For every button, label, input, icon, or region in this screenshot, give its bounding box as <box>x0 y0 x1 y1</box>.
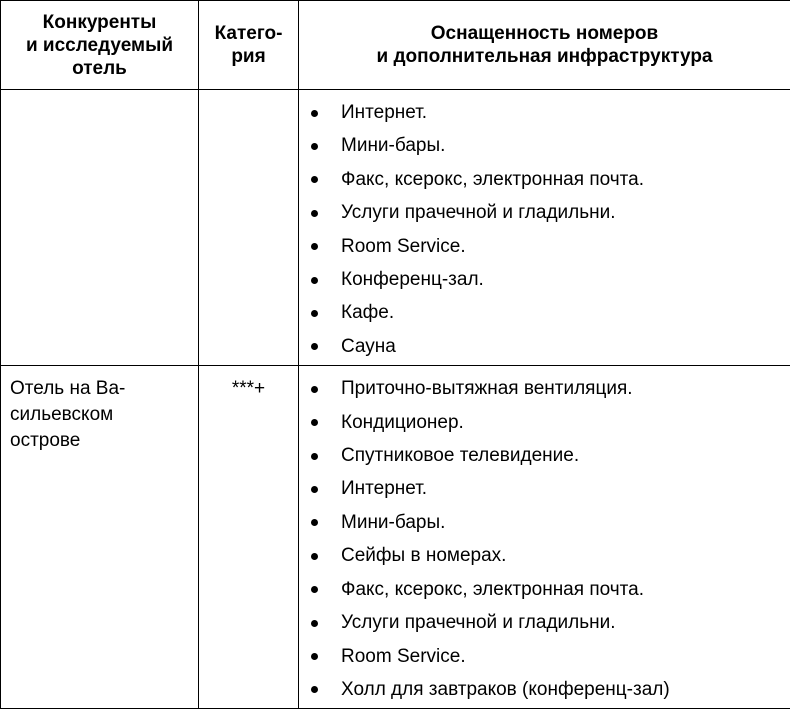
header-row <box>1 1 790 90</box>
list-item: Мини-бары. <box>299 129 790 162</box>
header-competitors-line: Конкуренты <box>7 11 192 34</box>
amenities-cell <box>299 90 790 366</box>
list-item: Спутниковое телевидение. <box>299 439 790 472</box>
list-item: Услуги прачечной и гладильни. <box>299 606 790 639</box>
header-category <box>199 1 299 90</box>
amenities-cell <box>299 366 790 709</box>
header-equipment-line: Оснащенность номеров <box>305 22 784 45</box>
header-competitors <box>1 1 199 90</box>
header-category-line: рия <box>205 45 292 68</box>
category-cell: ***+ <box>199 366 299 709</box>
list-item: Услуги прачечной и гладильни. <box>299 196 790 229</box>
hotel-name-cell <box>1 90 199 366</box>
table-row <box>1 90 790 366</box>
hotel-name-cell <box>1 366 199 709</box>
hotel-name-line: острове <box>10 428 190 454</box>
list-item: Холл для завтраков (конференц-зал) <box>299 673 790 706</box>
header-competitors-line: отель <box>7 57 192 80</box>
list-item: Интернет. <box>299 472 790 505</box>
list-item: Сауна <box>299 330 790 363</box>
list-item: Конференц-зал. <box>299 263 790 296</box>
list-item: Факс, ксерокс, электронная почта. <box>299 573 790 606</box>
amenities-list <box>299 90 790 365</box>
amenities-list <box>299 366 790 708</box>
header-category-line: Катего- <box>205 22 292 45</box>
hotel-name-line: сильевском <box>10 402 190 428</box>
list-item: Кондиционер. <box>299 406 790 439</box>
list-item: Мини-бары. <box>299 506 790 539</box>
header-equipment <box>299 1 790 90</box>
list-item: Интернет. <box>299 96 790 129</box>
list-item: Room Service. <box>299 640 790 673</box>
list-item: Приточно-вытяжная вентиляция. <box>299 372 790 405</box>
category-cell <box>199 90 299 366</box>
list-item: Кафе. <box>299 296 790 329</box>
header-competitors-line: и исследуемый <box>7 34 192 57</box>
list-item: Сейфы в номерах. <box>299 539 790 572</box>
table-row <box>1 366 790 709</box>
header-equipment-line: и дополнительная инфраструктура <box>305 45 784 68</box>
hotel-name-line: Отель на Ва- <box>10 376 190 402</box>
list-item: Room Service. <box>299 230 790 263</box>
list-item: Факс, ксерокс, электронная почта. <box>299 163 790 196</box>
